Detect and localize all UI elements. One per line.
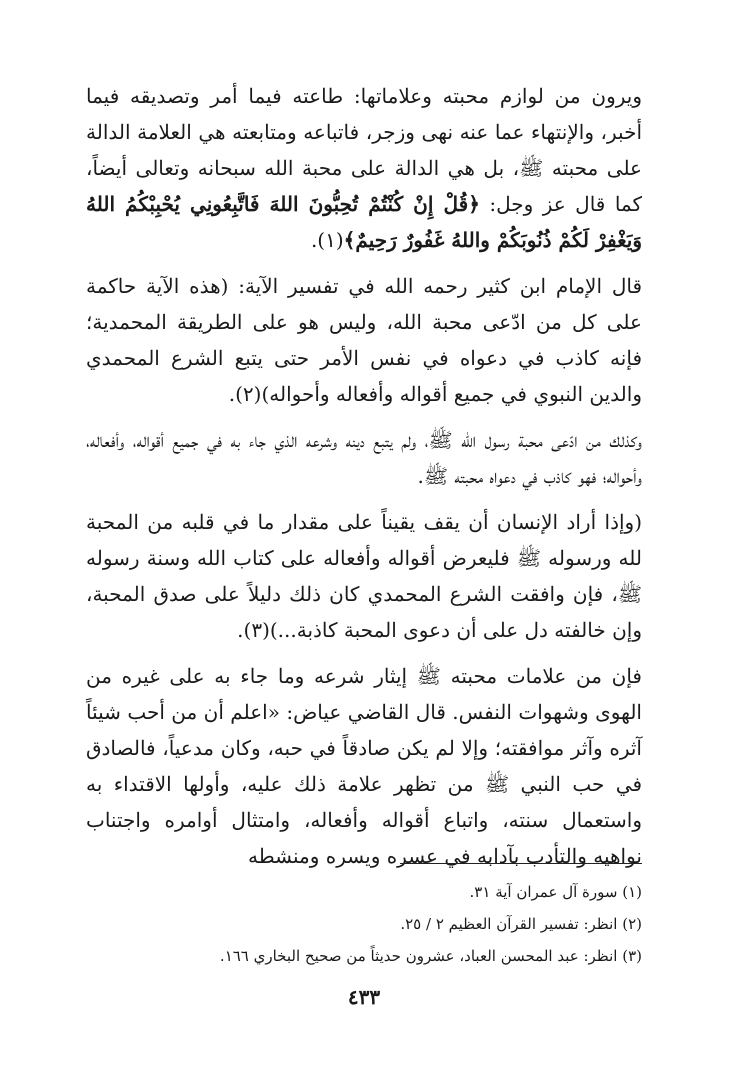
footnotes	[86, 876, 642, 972]
paragraph-4: (وإذا أراد الإنسان أن يقف يقيناً على مقدار ما في قلبه من المحبة لله ورسوله ﷺ فليعرض أقواله وأفعاله على كتاب الله وسنة رسوله ﷺ، فإن وافقت الشرع المحمدي كان ذلك دليلاً على صدق المحبة، وإن خالفته دل على أن دعوى المحبة كاذبة...)(٣).	[86, 510, 642, 642]
paragraph-1	[86, 78, 642, 258]
paragraph-2: قال الإمام ابن كثير رحمه الله في تفسير الآية: (هذه الآية حاكمة على كل من ادّعى محبة الله، وليس هو على الطريقة المحمدية؛ فإنه كاذب في دعواه في نفس الأمر حتى يتبع الشرع المحمدي والدين النبوي في جميع أقواله وأفعاله وأحواله)(٢).	[86, 274, 642, 406]
paragraph-3: وكذلك من ادّعى محبة رسول الله ﷺ، ولم يتبع دينه وشرعه الذي جاء به في جميع أقواله، وأفعاله، وأحواله؛ فهو كاذب في دعواه محبته ﷺ.	[86, 428, 642, 488]
footnote-1: (١) سورة آل عمران آية ٣١.	[469, 883, 642, 901]
footnote-separator	[400, 863, 642, 864]
paragraph-5: فإن من علامات محبته ﷺ إيثار شرعه وما جاء به على غيره من الهوى وشهوات النفس. قال القاضي عياض: «اعلم أن من أحب شيئاً آثره وآثر موافقته؛ وإلا لم يكن صادقاً في حبه، وكان مدعياً، فالصادق في حب النبي ﷺ من تظهر علامة ذلك عليه، وأولها الاقتداء به واستعمال سنته، واتباع أقواله وأفعاله، وامتثال أوامره واجتناب نواهيه والتأدب بآدابه في عسره ويسره ومنشطه	[86, 664, 642, 868]
footnote-3: (٣) انظر: عبد المحسن العباد، عشرون حديثاً من صحيح البخاري ١٦٦.	[219, 947, 642, 965]
page-number: ٤٣٣	[347, 985, 381, 1009]
quran-verse: ﴿قُلْ إِنْ كُنْتُمْ تُحِبُّونَ اللهَ فَاتَّبِعُونِي يُحْبِبْكُمُ اللهُ وَيَغْفِرْ لَكُمْ ذُنُوبَكُمْ واللهُ غَفُورٌ رَحِيمٌ﴾	[86, 192, 642, 252]
footnote-2: (٢) انظر: تفسير القرآن العظيم ٢ / ٢٥.	[400, 915, 642, 933]
book-page	[86, 78, 642, 1078]
paragraph-1-text: ويرون من لوازم محبته وعلاماتها: طاعته فيما أمر وتصديقه فيما أخبر، والإنتهاء عما عنه نهى وزجر، فاتباعه ومتابعته هي العلامة الدالة على محبته ﷺ، بل هي الدالة على محبة الله سبحانه وتعالى أيضاً، كما قال عز وجل:	[86, 84, 642, 216]
footnote-ref-1: (١).	[310, 228, 344, 252]
